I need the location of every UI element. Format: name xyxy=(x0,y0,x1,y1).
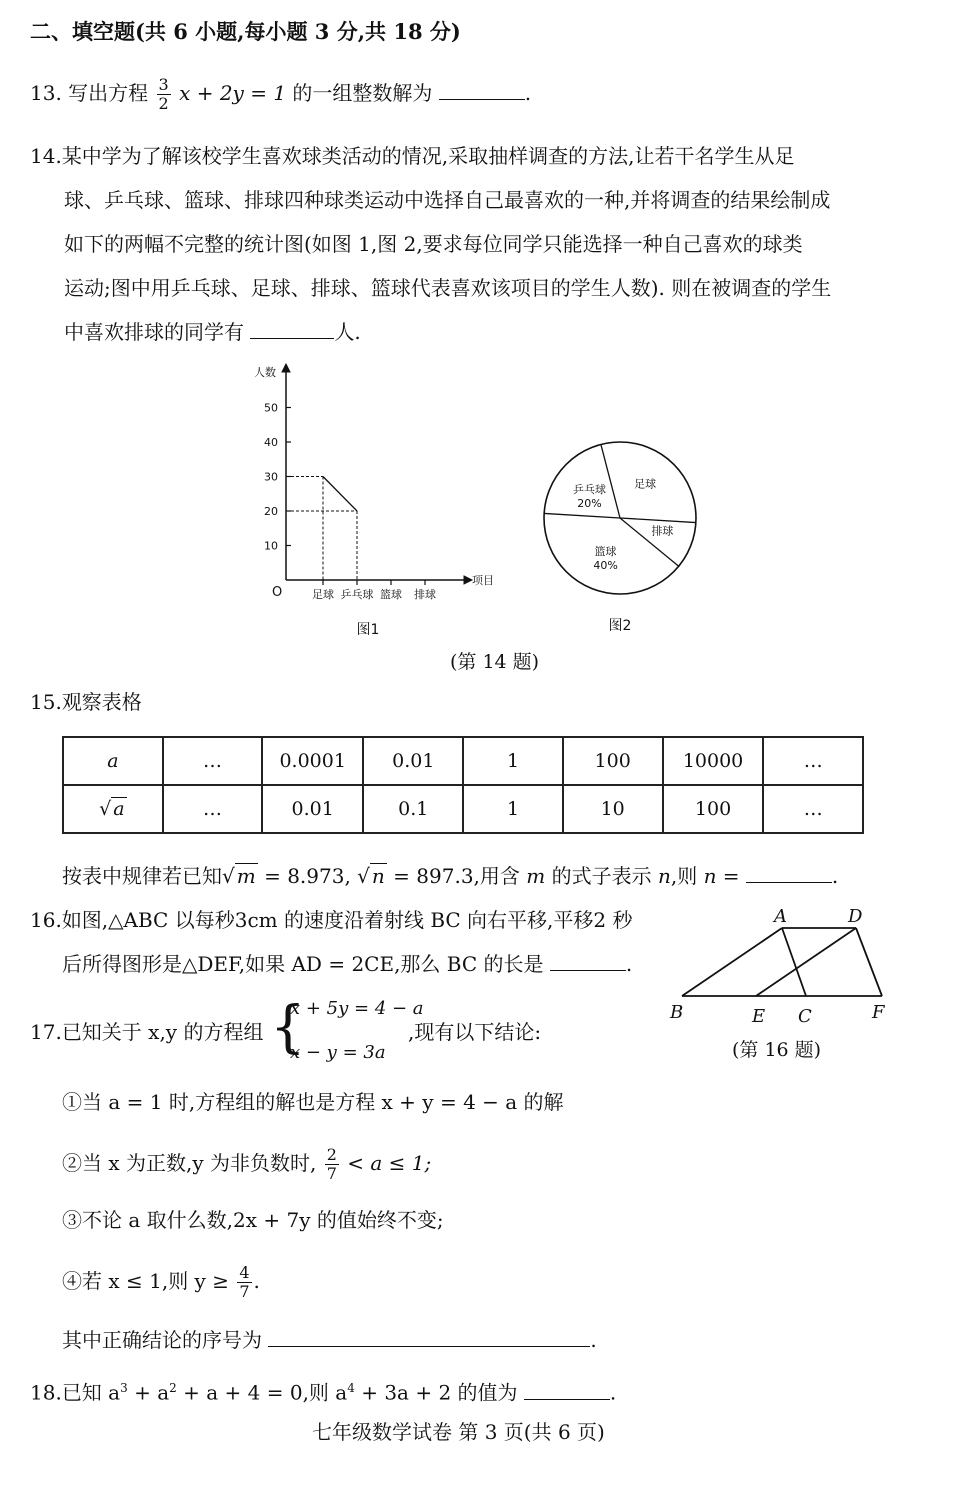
pie-slice-label: 排球 xyxy=(651,524,674,538)
figure-caption: 图2 xyxy=(608,618,632,634)
table-cell: a xyxy=(63,737,163,785)
fraction xyxy=(237,1264,251,1301)
question-text: + a xyxy=(127,1380,170,1405)
pie-slice-label: 乒乓球 xyxy=(572,482,606,496)
period: . xyxy=(524,81,532,105)
pie-slice-boundary xyxy=(544,513,620,518)
y-axis-arrow xyxy=(282,364,290,372)
table-cell: 10000 xyxy=(663,737,764,785)
table-row xyxy=(63,785,863,833)
system-equation-2: x − y = 3a xyxy=(290,1042,386,1063)
sqrt-radicand: m xyxy=(236,864,256,888)
table-cell: 0.0001 xyxy=(262,737,363,785)
question-number: 18. xyxy=(30,1380,62,1405)
table-cell: 1 xyxy=(463,785,562,833)
answer-blank xyxy=(746,862,832,883)
equation: x + 2y = 1 xyxy=(179,81,287,105)
y-tick-label: 30 xyxy=(264,470,278,484)
x-axis-arrow xyxy=(464,576,472,584)
question-text: ④若 x ≤ 1,则 y ≥ xyxy=(62,1269,229,1293)
question-number: 15. xyxy=(30,690,62,714)
question-16-line-1 xyxy=(30,906,633,934)
answer-blank xyxy=(250,318,334,339)
equation: n = xyxy=(703,864,740,888)
label-a: A xyxy=(774,906,787,927)
question-text: + a + 4 = 0,则 a xyxy=(176,1380,348,1405)
segment-ed xyxy=(756,928,856,996)
table-cell: … xyxy=(763,737,863,785)
question-text: ,现有以下结论: xyxy=(408,1020,542,1044)
period: . xyxy=(831,864,839,888)
x-tick-label: 足球 xyxy=(312,588,334,601)
pie-slice-boundary xyxy=(601,444,620,518)
question-text: 写出方程 xyxy=(68,81,149,105)
figure-caption-q16: (第 16 题) xyxy=(732,1039,822,1061)
table-cell: 1 xyxy=(463,737,562,785)
x-tick-label: 篮球 xyxy=(380,588,402,601)
label-c: C xyxy=(798,1006,812,1027)
figure-caption: 图1 xyxy=(356,622,380,638)
y-axis-label: 人数 xyxy=(254,366,276,379)
period: . xyxy=(253,1269,260,1293)
label-f: F xyxy=(872,1002,885,1023)
question-text: = 897.3,用含 xyxy=(393,864,520,888)
fraction-numerator: 2 xyxy=(326,1145,337,1164)
question-text: + 3a + 2 的值为 xyxy=(354,1380,518,1405)
answer-blank xyxy=(268,1326,590,1347)
question-number: 14. xyxy=(30,144,62,168)
y-tick-label: 10 xyxy=(264,539,278,553)
question-14-line-1 xyxy=(30,142,795,170)
fraction-denominator: 7 xyxy=(239,1282,250,1301)
question-16-line-2 xyxy=(62,950,632,978)
question-text: 的式子表示 xyxy=(551,864,652,888)
question-text: ,则 xyxy=(670,864,698,888)
pie-slice-label: 篮球 xyxy=(594,544,617,558)
pie-slice-percent: 20% xyxy=(577,496,602,510)
question-text: 后所得图形是△DEF,如果 AD = 2CE,那么 BC 的长是 xyxy=(62,952,544,976)
question-text: 已知关于 x,y 的方程组 xyxy=(61,1020,264,1044)
x-axis-label: 项目 xyxy=(472,574,494,587)
observation-table xyxy=(62,736,864,834)
label-b: B xyxy=(670,1002,684,1023)
section-title: 二、填空题(共 6 小题,每小题 3 分,共 18 分) xyxy=(30,19,461,44)
table-row xyxy=(63,737,863,785)
fraction-denominator: 7 xyxy=(326,1164,337,1183)
segment-ba xyxy=(682,928,782,996)
question-text: 某中学为了解该校学生喜欢球类活动的情况,采取抽样调查的方法,让若干名学生从足 xyxy=(61,144,795,168)
period: . xyxy=(590,1328,597,1352)
fraction-denominator: 2 xyxy=(158,94,169,113)
table-cell: 0.01 xyxy=(262,785,363,833)
question-15-title xyxy=(30,688,142,716)
pie-slice-label: 足球 xyxy=(634,477,657,491)
question-13 xyxy=(30,76,531,113)
table-cell: … xyxy=(763,785,863,833)
question-18 xyxy=(30,1374,616,1407)
conclusion-1: ①当 a = 1 时,方程组的解也是方程 x + y = 4 − a 的解 xyxy=(62,1090,564,1114)
fraction xyxy=(325,1146,339,1183)
sqrt-radicand: n xyxy=(371,864,385,888)
table-cell: … xyxy=(163,785,262,833)
question-text: 按表中规律若已知 xyxy=(62,864,222,888)
question-text: 中喜欢排球的同学有 xyxy=(64,320,244,344)
pie-slice-boundary xyxy=(620,518,696,523)
period: . xyxy=(609,1380,617,1405)
table-cell: 100 xyxy=(663,785,764,833)
question-text: 人. xyxy=(334,320,361,344)
bar-connector xyxy=(323,477,357,512)
y-tick-label: 50 xyxy=(264,401,278,415)
question-text: 观察表格 xyxy=(61,690,142,714)
table-cell: 10 xyxy=(563,785,663,833)
answer-blank xyxy=(524,1379,610,1400)
exponent: 4 xyxy=(347,1381,355,1395)
question-14-line-2: 球、乒乓球、篮球、排球四种球类运动中选择自己最喜欢的一种,并将调查的结果绘制成 xyxy=(64,188,831,212)
pie-chart-figure-2 xyxy=(536,430,706,640)
period: . xyxy=(625,952,633,976)
question-number: 13. xyxy=(30,81,62,105)
table-cell: … xyxy=(163,737,262,785)
question-number: 16. xyxy=(30,908,62,932)
y-tick-label: 40 xyxy=(264,436,278,449)
question-text: 其中正确结论的序号为 xyxy=(62,1328,262,1352)
conclusion-3: ③不论 a 取什么数,2x + 7y 的值始终不变; xyxy=(62,1208,444,1232)
y-tick-label: 20 xyxy=(264,505,278,518)
figure-caption-q14: (第 14 题) xyxy=(450,651,540,673)
conclusion-4 xyxy=(62,1264,260,1301)
question-14-line-3: 如下的两幅不完整的统计图(如图 1,图 2,要求每位同学只能选择一种自己喜欢的球类 xyxy=(64,232,803,256)
system-equation-1: x + 5y = 4 − a xyxy=(290,998,424,1019)
conclusion-2 xyxy=(62,1146,431,1183)
page-footer: 七年级数学试卷 第 3 页(共 6 页) xyxy=(312,1420,605,1444)
x-tick-label: 乒乓球 xyxy=(340,588,374,601)
triangle-translation-figure xyxy=(660,902,900,1032)
exponent: 3 xyxy=(120,1381,128,1395)
sqrt-radicand: a xyxy=(113,798,125,820)
fraction xyxy=(157,76,171,113)
pie-slice-percent: 40% xyxy=(593,558,618,572)
question-text: 如图,△ABC 以每秒3cm 的速度沿着射线 BC 向右平移,平移2 秒 xyxy=(61,908,633,932)
question-15-text: 按表中规律若已知√ m = 8.973, √ n = 897.3,用含 m 的式子表示 n,则 n = . xyxy=(62,864,839,888)
variable: n xyxy=(657,864,671,888)
question-17-prefix xyxy=(30,1018,263,1046)
fraction-numerator: 3 xyxy=(158,75,169,94)
exponent: 2 xyxy=(169,1381,177,1395)
question-14-line-5 xyxy=(64,318,361,346)
question-number: 17. xyxy=(30,1020,62,1044)
x-tick-label: 排球 xyxy=(414,588,436,601)
segment-ac xyxy=(782,928,806,996)
answer-blank xyxy=(439,79,525,100)
question-text: 已知 a xyxy=(61,1380,121,1405)
question-17-answer xyxy=(62,1326,597,1354)
label-d: D xyxy=(848,906,863,927)
segment-df xyxy=(856,928,882,996)
question-14-line-4: 运动;图中用乒乓球、足球、排球、篮球代表喜欢该项目的学生人数). 则在被调查的学生 xyxy=(64,276,832,300)
table-cell: 0.1 xyxy=(363,785,463,833)
table-cell: 100 xyxy=(563,737,663,785)
question-text: ②当 x 为正数,y 为非负数时, xyxy=(62,1151,317,1175)
question-text: < a ≤ 1; xyxy=(347,1151,432,1175)
table-cell: √ a xyxy=(63,785,163,833)
table-cell: 0.01 xyxy=(363,737,463,785)
bar-chart-figure-1 xyxy=(240,360,510,650)
variable: m xyxy=(526,864,546,888)
equation-system-brace: { xyxy=(270,995,306,1060)
answer-blank xyxy=(550,950,626,971)
origin-label: O xyxy=(272,585,283,600)
question-text: 的一组整数解为 xyxy=(292,81,433,105)
label-e: E xyxy=(752,1006,766,1027)
question-text: = 8.973, xyxy=(264,864,351,888)
fraction-numerator: 4 xyxy=(239,1263,250,1282)
